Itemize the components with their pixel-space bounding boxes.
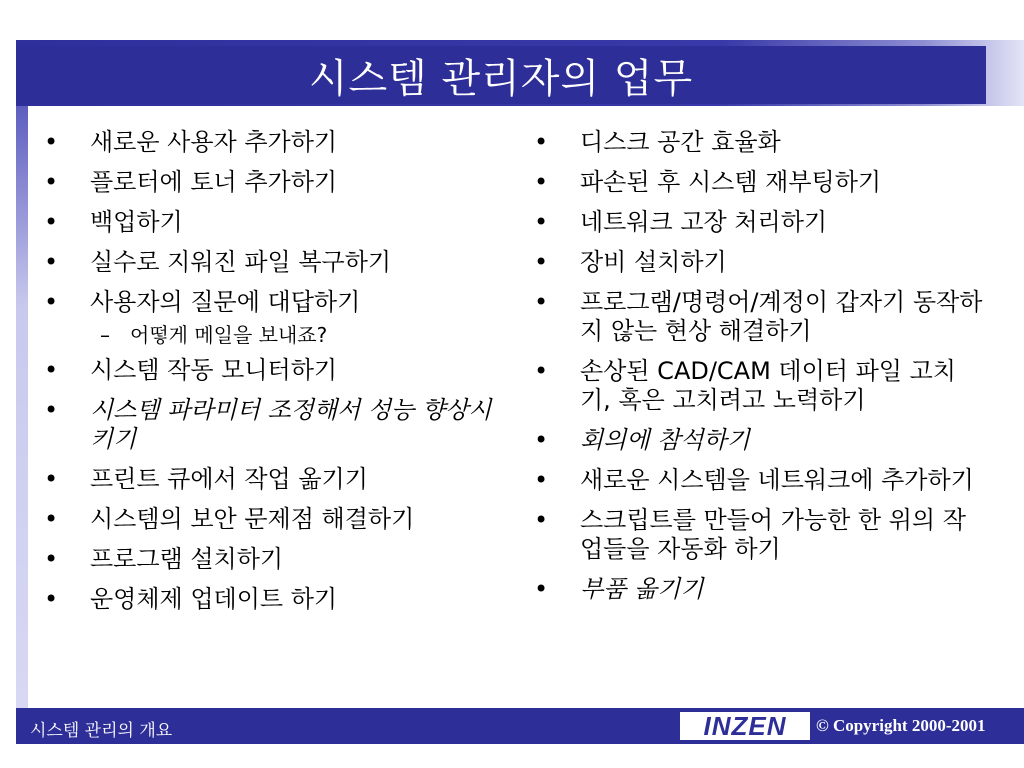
bullet-icon: •	[534, 168, 549, 196]
bullet-icon: •	[534, 288, 549, 316]
footer-bar	[16, 708, 1024, 744]
list-item: • 시스템 파라미터 조정해서 성능 향상시키기	[44, 396, 492, 453]
bullet-icon: •	[534, 208, 549, 236]
list-item: • 프로그램 설치하기	[44, 545, 284, 573]
list-item: • 부품 옮기기	[534, 575, 704, 603]
list-item: • 파손된 후 시스템 재부팅하기	[534, 168, 882, 196]
dash-icon: –	[100, 323, 110, 347]
list-item: • 사용자의 질문에 대답하기	[44, 288, 361, 316]
title-panel	[16, 46, 986, 104]
list-item: • 손상된 CAD/CAM 데이터 파일 고치기, 혹은 고치려고 노력하기	[534, 357, 956, 414]
list-item: • 회의에 참석하기	[534, 426, 750, 454]
list-item: • 새로운 시스템을 네트워크에 추가하기	[534, 466, 974, 494]
slide-title: 시스템 관리자의 업무	[308, 55, 694, 102]
inzen-logo	[680, 712, 810, 740]
list-item: • 프린트 큐에서 작업 옮기기	[44, 465, 368, 493]
bullet-icon: •	[44, 208, 59, 236]
list-item: • 시스템 작동 모니터하기	[44, 356, 338, 384]
bullet-icon: •	[44, 288, 59, 316]
bullet-icon: •	[44, 248, 59, 276]
list-item: • 백업하기	[44, 208, 183, 236]
bullet-icon: •	[534, 466, 549, 494]
bullet-icon: •	[534, 357, 549, 385]
list-item: • 플로터에 토너 추가하기	[44, 168, 338, 196]
bullet-icon: •	[534, 248, 549, 276]
list-item: • 운영체제 업데이트 하기	[44, 585, 338, 613]
list-item: • 새로운 사용자 추가하기	[44, 128, 338, 156]
bullet-icon: •	[44, 505, 59, 533]
bullet-icon: •	[44, 585, 59, 613]
list-item: • 시스템의 보안 문제점 해결하기	[44, 505, 415, 533]
logo-text: INZEN	[703, 710, 787, 741]
right-bullet-list	[530, 128, 985, 615]
left-bullet-list	[40, 128, 500, 625]
bullet-icon: •	[534, 506, 549, 534]
bullet-icon: •	[44, 545, 59, 573]
list-item: • 네트워크 고장 처리하기	[534, 208, 828, 236]
bullet-icon: •	[534, 575, 549, 603]
title-bar	[16, 40, 1024, 106]
list-item: • 디스크 공간 효율화	[534, 128, 781, 156]
bullet-icon: •	[44, 465, 59, 493]
list-item: • 스크립트를 만들어 가능한 한 위의 작업들을 자동화 하기	[534, 506, 966, 563]
list-item: • 장비 설치하기	[534, 248, 727, 276]
copyright-text: © Copyright 2000-2001	[816, 716, 986, 735]
footer-section-title: 시스템 관리의 개요	[30, 721, 173, 741]
bullet-icon: •	[44, 396, 59, 424]
list-item: • 프로그램/명령어/계정이 갑자기 동작하지 않는 현상 해결하기	[534, 288, 983, 345]
list-item: • 실수로 지워진 파일 복구하기	[44, 248, 392, 276]
bullet-icon: •	[44, 128, 59, 156]
bullet-icon: •	[534, 128, 549, 156]
bullet-icon: •	[534, 426, 549, 454]
bullet-icon: •	[44, 356, 59, 384]
left-accent-bar	[16, 40, 28, 708]
sub-list-item: – 어떻게 메일을 보내죠?	[100, 323, 328, 347]
bullet-icon: •	[44, 168, 59, 196]
